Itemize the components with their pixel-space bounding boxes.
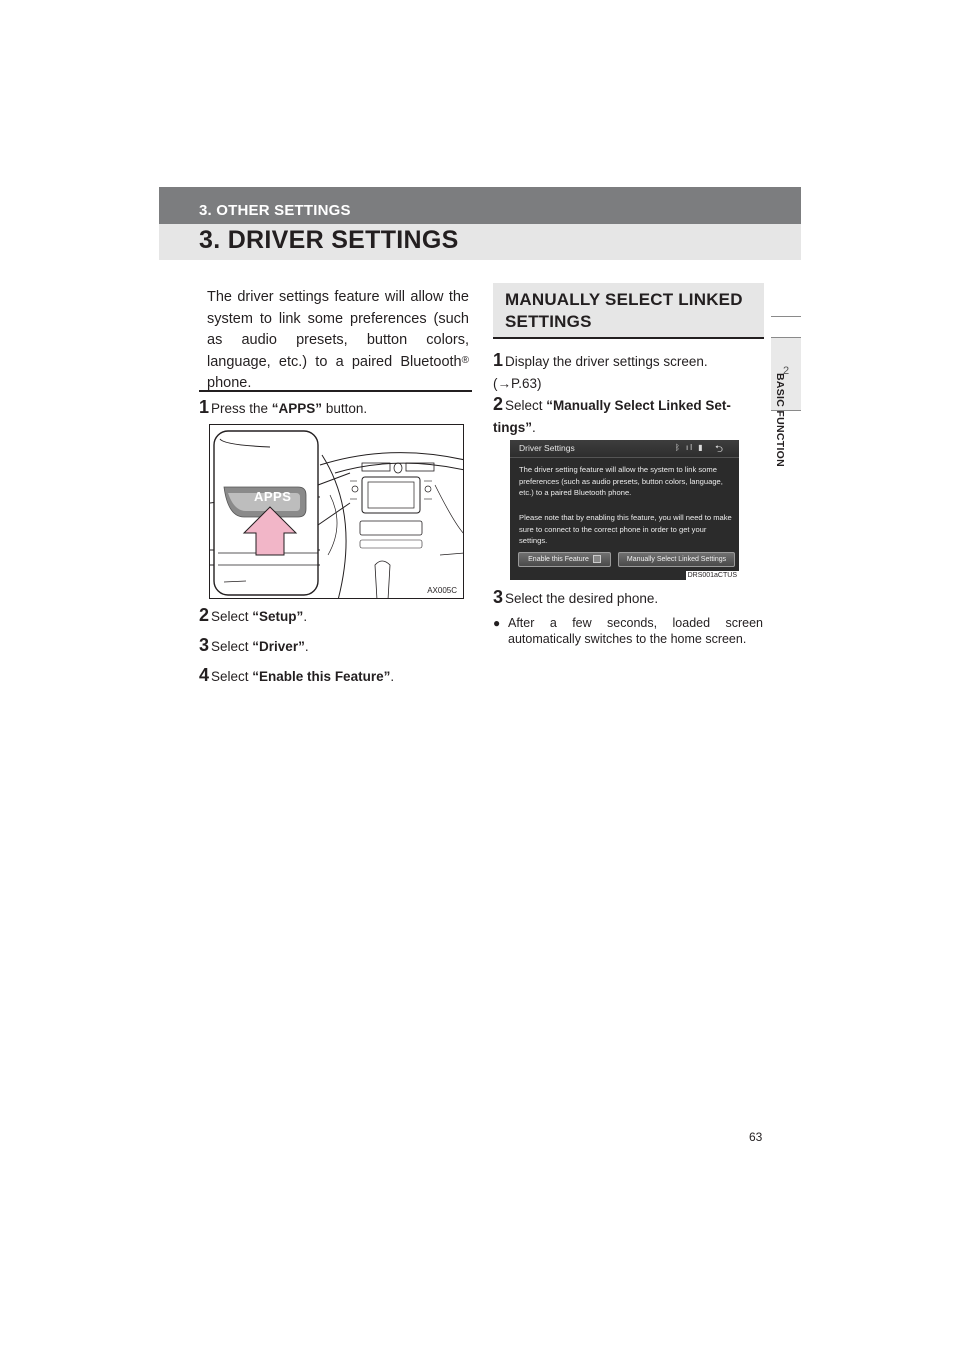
manual-select-heading-box: [493, 283, 764, 339]
right-step-3: 3 Select the desired phone.: [493, 587, 659, 607]
registered-mark: ®: [461, 354, 469, 366]
dashboard-drawing: [210, 425, 464, 599]
driver-settings-screenshot: [510, 440, 739, 580]
step-4-enable-feature: 4 Select “Enable this Feature”.: [199, 665, 395, 685]
side-tab-divider: [771, 337, 801, 338]
step-1-press-apps: 1 Press the “APPS” button.: [199, 397, 368, 417]
chapter-number: 2: [782, 365, 790, 377]
page-title-bar: [159, 224, 801, 260]
step-2-select-setup: 2 Select “Setup”.: [199, 605, 308, 625]
section-header-bar: [159, 187, 801, 224]
page-number: 63: [749, 1130, 763, 1144]
apps-button-label: APPS: [254, 489, 292, 504]
section-header: 3. OTHER SETTINGS: [199, 202, 351, 219]
chapter-label: BASIC FUNCTION: [774, 372, 786, 468]
checkbox-icon: [593, 555, 601, 563]
apps-button-illustration: [209, 424, 464, 599]
enable-feature-button[interactable]: Enable this Feature: [518, 552, 611, 567]
page-title: 3. DRIVER SETTINGS: [199, 226, 459, 254]
screen-title: Driver Settings: [519, 443, 575, 453]
side-tab-divider: [771, 316, 801, 317]
manually-select-button[interactable]: Manually Select Linked Settings: [618, 552, 735, 567]
step-3-select-driver: 3 Select “Driver”.: [199, 635, 309, 655]
screen-paragraph-2: Please note that by enabling this feature, you will need to make sure to connect to the correct phone in order to get your settings.: [519, 513, 732, 545]
screen-paragraph-1: The driver setting feature will allow the system to link some preferences (such as audio presets, button colors, language, etc.) to a paired Bluetooth phone.: [519, 465, 723, 497]
bullet-note: ● After a few seconds, loaded screen automatically switches to the home screen.: [493, 616, 763, 646]
manual-select-heading: MANUALLY SELECT LINKED SETTINGS: [505, 290, 743, 331]
status-icons: ᛒ ıl ▮: [675, 443, 705, 452]
right-step-2: 2 Select “Manually Select Linked Set- tings”.: [493, 394, 731, 435]
screenshot-code: DRS001aCTUS: [687, 572, 737, 579]
right-step-1: 1 Display the driver settings screen. (→P.63): [493, 350, 708, 391]
intro-box: [199, 282, 472, 392]
bullet-dot-icon: ●: [493, 616, 501, 630]
intro-text: The driver settings feature will allow the system to link some preferences (such as audio presets, button colors, language, etc.) to a paired Bluetooth® phone.: [207, 289, 469, 391]
illustration-code: AX005C: [427, 586, 457, 595]
back-icon[interactable]: ⮌: [715, 444, 724, 455]
